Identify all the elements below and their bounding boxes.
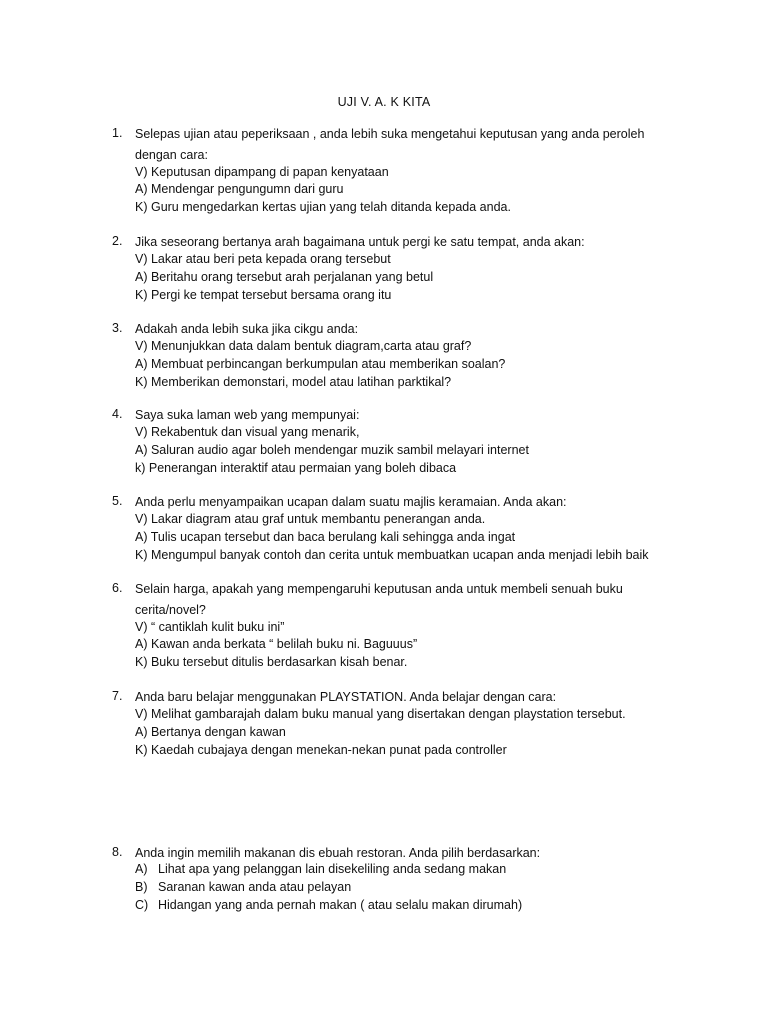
option-v: V) Menunjukkan data dalam bentuk diagram,carta atau graf?: [135, 339, 472, 353]
option-v: V) Lakar atau beri peta kepada orang tersebut: [135, 252, 391, 266]
question-stem: Anda perlu menyampaikan ucapan dalam suatu majlis keramaian. Anda akan:: [135, 495, 567, 509]
question-stem: Saya suka laman web yang mempunyai:: [135, 408, 360, 422]
option-v: V) Melihat gambarajah dalam buku manual yang disertakan dengan playstation tersebut.: [135, 707, 626, 721]
question-stem: Anda ingin memilih makanan dis ebuah restoran. Anda pilih berdasarkan:: [135, 846, 541, 860]
option-letter-b: B): [135, 880, 148, 894]
page-title: UJI V. A. K KITA: [337, 95, 431, 109]
option-b: Saranan kawan anda atau pelayan: [158, 880, 352, 894]
option-v: V) “ cantiklah kulit buku ini”: [135, 620, 285, 634]
option-k: K) Guru mengedarkan kertas ujian yang telah ditanda kepada anda.: [135, 200, 511, 214]
option-a: A) Bertanya dengan kawan: [135, 725, 286, 739]
option-a: Lihat apa yang pelanggan lain disekeliling anda sedang makan: [158, 862, 507, 876]
option-a: A) Tulis ucapan tersebut dan baca berulang kali sehingga anda ingat: [135, 530, 516, 544]
option-c: Hidangan yang anda pernah makan ( atau selalu makan dirumah): [158, 898, 523, 912]
question-number: 8.: [112, 845, 123, 859]
option-a: A) Kawan anda berkata “ belilah buku ni. Baguuus”: [135, 637, 418, 651]
question-stem: Jika seseorang bertanya arah bagaimana untuk pergi ke satu tempat, anda akan:: [135, 235, 585, 249]
option-v: V) Keputusan dipampang di papan kenyataan: [135, 165, 389, 179]
option-v: V) Lakar diagram atau graf untuk membantu penerangan anda.: [135, 512, 486, 526]
option-k: k) Penerangan interaktif atau permaian yang boleh dibaca: [135, 461, 457, 475]
question-number: 4.: [112, 407, 123, 421]
option-a: A) Mendengar pengungumn dari guru: [135, 182, 344, 196]
question-stem: Adakah anda lebih suka jika cikgu anda:: [135, 322, 359, 336]
option-k: K) Pergi ke tempat tersebut bersama orang itu: [135, 288, 392, 302]
question-number: 7.: [112, 689, 123, 703]
question-number: 2.: [112, 234, 123, 248]
question-number: 5.: [112, 494, 123, 508]
option-k: K) Buku tersebut ditulis berdasarkan kisah benar.: [135, 655, 408, 669]
question-stem: Selain harga, apakah yang mempengaruhi keputusan anda untuk membeli senuah buku: [135, 582, 623, 596]
option-letter-a: A): [135, 862, 148, 876]
question-stem-continuation: dengan cara:: [135, 148, 208, 162]
option-letter-c: C): [135, 898, 149, 912]
option-k: K) Mengumpul banyak contoh dan cerita untuk membuatkan ucapan anda menjadi lebih baik: [135, 548, 649, 562]
option-v: V) Rekabentuk dan visual yang menarik,: [135, 425, 360, 439]
question-number: 1.: [112, 126, 123, 140]
option-k: K) Memberikan demonstari, model atau latihan parktikal?: [135, 375, 452, 389]
question-stem: Anda baru belajar menggunakan PLAYSTATION. Anda belajar dengan cara:: [135, 690, 557, 704]
option-a: A) Beritahu orang tersebut arah perjalanan yang betul: [135, 270, 434, 284]
question-stem-continuation: cerita/novel?: [135, 603, 206, 617]
option-k: K) Kaedah cubajaya dengan menekan-nekan punat pada controller: [135, 743, 507, 757]
option-a: A) Saluran audio agar boleh mendengar muzik sambil melayari internet: [135, 443, 529, 457]
question-number: 6.: [112, 581, 123, 595]
question-number: 3.: [112, 321, 123, 335]
option-a: A) Membuat perbincangan berkumpulan atau memberikan soalan?: [135, 357, 506, 371]
question-stem: Selepas ujian atau peperiksaan , anda lebih suka mengetahui keputusan yang anda peroleh: [135, 127, 645, 141]
